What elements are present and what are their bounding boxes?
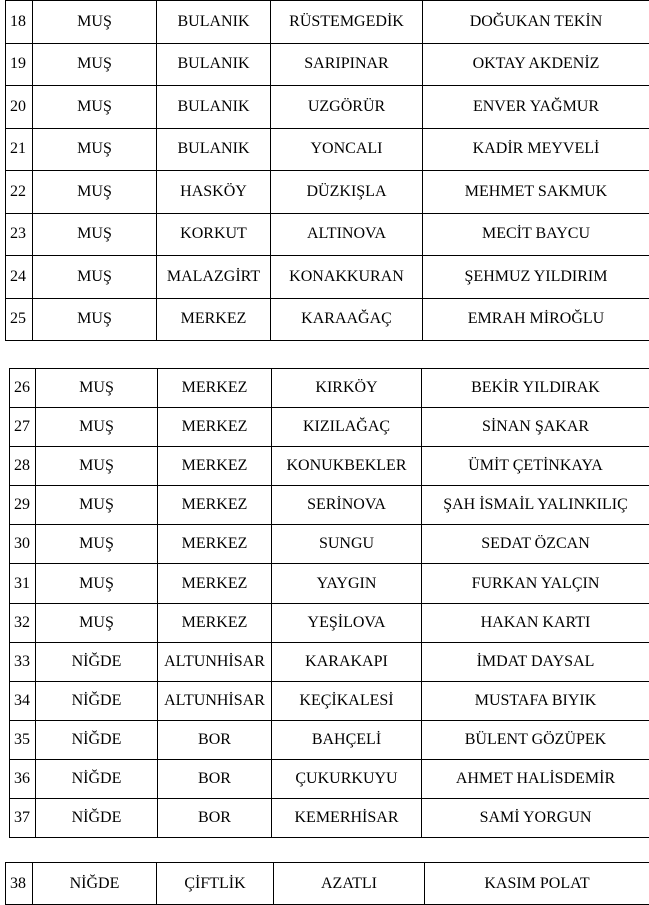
table-row	[6, 128, 649, 171]
table-row	[10, 486, 649, 525]
row-number: 23	[6, 213, 33, 256]
district-cell: MERKEZ	[158, 447, 272, 486]
district-cell: HASKÖY	[157, 171, 271, 214]
table-row	[10, 564, 649, 603]
row-number: 24	[6, 256, 33, 299]
table-row	[6, 171, 649, 214]
province-cell: MUŞ	[33, 1, 157, 44]
person-name-cell: MUSTAFA BIYIK	[422, 681, 649, 720]
district-cell: MERKEZ	[158, 369, 272, 408]
table-row	[6, 213, 649, 256]
person-name-cell: ENVER YAĞMUR	[423, 86, 649, 129]
row-number: 20	[6, 86, 33, 129]
person-name-cell: KASIM POLAT	[425, 863, 649, 905]
province-cell: MUŞ	[36, 408, 158, 447]
village-cell: KEMERHİSAR	[272, 799, 422, 838]
province-cell: MUŞ	[33, 256, 157, 299]
district-cell: MERKEZ	[158, 603, 272, 642]
province-cell: MUŞ	[33, 43, 157, 86]
person-name-cell: HAKAN KARTI	[422, 603, 649, 642]
table-row	[10, 603, 649, 642]
person-name-cell: BEKİR YILDIRAK	[422, 369, 649, 408]
province-cell: MUŞ	[36, 603, 158, 642]
person-name-cell: MECİT BAYCU	[423, 213, 649, 256]
person-name-cell: SEDAT ÖZCAN	[422, 525, 649, 564]
village-cell: SARIPINAR	[271, 43, 423, 86]
village-cell: YAYGIN	[272, 564, 422, 603]
person-name-cell: ŞEHMUZ YILDIRIM	[423, 256, 649, 299]
row-number: 34	[10, 681, 36, 720]
table-row	[6, 86, 649, 129]
village-cell: SUNGU	[272, 525, 422, 564]
person-name-cell: ŞAH İSMAİL YALINKILIÇ	[422, 486, 649, 525]
table-row	[10, 799, 649, 838]
records-table-2	[9, 368, 649, 838]
row-number: 31	[10, 564, 36, 603]
table-row	[10, 408, 649, 447]
province-cell: MUŞ	[33, 86, 157, 129]
district-cell: BULANIK	[157, 86, 271, 129]
village-cell: BAHÇELİ	[272, 720, 422, 759]
person-name-cell: İMDAT DAYSAL	[422, 642, 649, 681]
province-cell: MUŞ	[33, 128, 157, 171]
province-cell: NİĞDE	[36, 642, 158, 681]
district-cell: BOR	[158, 759, 272, 798]
village-cell: YONCALI	[271, 128, 423, 171]
village-cell: KARAKAPI	[272, 642, 422, 681]
row-number: 36	[10, 759, 36, 798]
district-cell: BULANIK	[157, 43, 271, 86]
table-row	[10, 525, 649, 564]
row-number: 19	[6, 43, 33, 86]
row-number: 21	[6, 128, 33, 171]
district-cell: BULANIK	[157, 1, 271, 44]
village-cell: KONAKKURAN	[271, 256, 423, 299]
village-cell: KEÇİKALESİ	[272, 681, 422, 720]
records-table-3	[5, 862, 649, 905]
person-name-cell: DOĞUKAN TEKİN	[423, 1, 649, 44]
row-number: 27	[10, 408, 36, 447]
person-name-cell: SAMİ YORGUN	[422, 799, 649, 838]
table-row	[10, 759, 649, 798]
province-cell: MUŞ	[36, 447, 158, 486]
district-cell: MERKEZ	[158, 408, 272, 447]
person-name-cell: OKTAY AKDENİZ	[423, 43, 649, 86]
village-cell: UZGÖRÜR	[271, 86, 423, 129]
person-name-cell: BÜLENT GÖZÜPEK	[422, 720, 649, 759]
village-cell: YEŞİLOVA	[272, 603, 422, 642]
row-number: 37	[10, 799, 36, 838]
table-row	[10, 447, 649, 486]
person-name-cell: KADİR MEYVELİ	[423, 128, 649, 171]
province-cell: NİĞDE	[36, 720, 158, 759]
person-name-cell: ÜMİT ÇETİNKAYA	[422, 447, 649, 486]
district-cell: MERKEZ	[158, 564, 272, 603]
table-row	[6, 43, 649, 86]
row-number: 33	[10, 642, 36, 681]
province-cell: MUŞ	[33, 213, 157, 256]
village-cell: KONUKBEKLER	[272, 447, 422, 486]
village-cell: ALTINOVA	[271, 213, 423, 256]
village-cell: KIZILAĞAÇ	[272, 408, 422, 447]
district-cell: MERKEZ	[157, 298, 271, 341]
row-number: 30	[10, 525, 36, 564]
village-cell: KARAAĞAÇ	[271, 298, 423, 341]
province-cell: MUŞ	[36, 369, 158, 408]
table-row	[10, 720, 649, 759]
row-number: 35	[10, 720, 36, 759]
district-cell: ÇİFTLİK	[157, 863, 274, 905]
table-row	[10, 369, 649, 408]
table-row	[6, 298, 649, 341]
person-name-cell: SİNAN ŞAKAR	[422, 408, 649, 447]
row-number: 25	[6, 298, 33, 341]
row-number: 32	[10, 603, 36, 642]
row-number: 18	[6, 1, 33, 44]
district-cell: ALTUNHİSAR	[158, 681, 272, 720]
row-number: 28	[10, 447, 36, 486]
village-cell: DÜZKIŞLA	[271, 171, 423, 214]
village-cell: SERİNOVA	[272, 486, 422, 525]
table-row	[10, 681, 649, 720]
records-table-1	[5, 0, 649, 341]
district-cell: KORKUT	[157, 213, 271, 256]
table-row	[6, 256, 649, 299]
person-name-cell: MEHMET SAKMUK	[423, 171, 649, 214]
district-cell: MALAZGİRT	[157, 256, 271, 299]
province-cell: NİĞDE	[36, 681, 158, 720]
province-cell: NİĞDE	[33, 863, 157, 905]
table-row	[6, 863, 649, 905]
table-row	[10, 642, 649, 681]
person-name-cell: FURKAN YALÇIN	[422, 564, 649, 603]
village-cell: ÇUKURKUYU	[272, 759, 422, 798]
province-cell: MUŞ	[36, 486, 158, 525]
row-number: 29	[10, 486, 36, 525]
row-number: 22	[6, 171, 33, 214]
district-cell: BULANIK	[157, 128, 271, 171]
province-cell: MUŞ	[33, 298, 157, 341]
district-cell: MERKEZ	[158, 525, 272, 564]
province-cell: MUŞ	[36, 564, 158, 603]
row-number: 26	[10, 369, 36, 408]
village-cell: RÜSTEMGEDİK	[271, 1, 423, 44]
person-name-cell: AHMET HALİSDEMİR	[422, 759, 649, 798]
province-cell: NİĞDE	[36, 759, 158, 798]
district-cell: BOR	[158, 720, 272, 759]
row-number: 38	[6, 863, 33, 905]
province-cell: MUŞ	[36, 525, 158, 564]
person-name-cell: EMRAH MİROĞLU	[423, 298, 649, 341]
district-cell: BOR	[158, 799, 272, 838]
district-cell: ALTUNHİSAR	[158, 642, 272, 681]
table-row	[6, 1, 649, 44]
district-cell: MERKEZ	[158, 486, 272, 525]
village-cell: KIRKÖY	[272, 369, 422, 408]
province-cell: NİĞDE	[36, 799, 158, 838]
province-cell: MUŞ	[33, 171, 157, 214]
village-cell: AZATLI	[274, 863, 425, 905]
